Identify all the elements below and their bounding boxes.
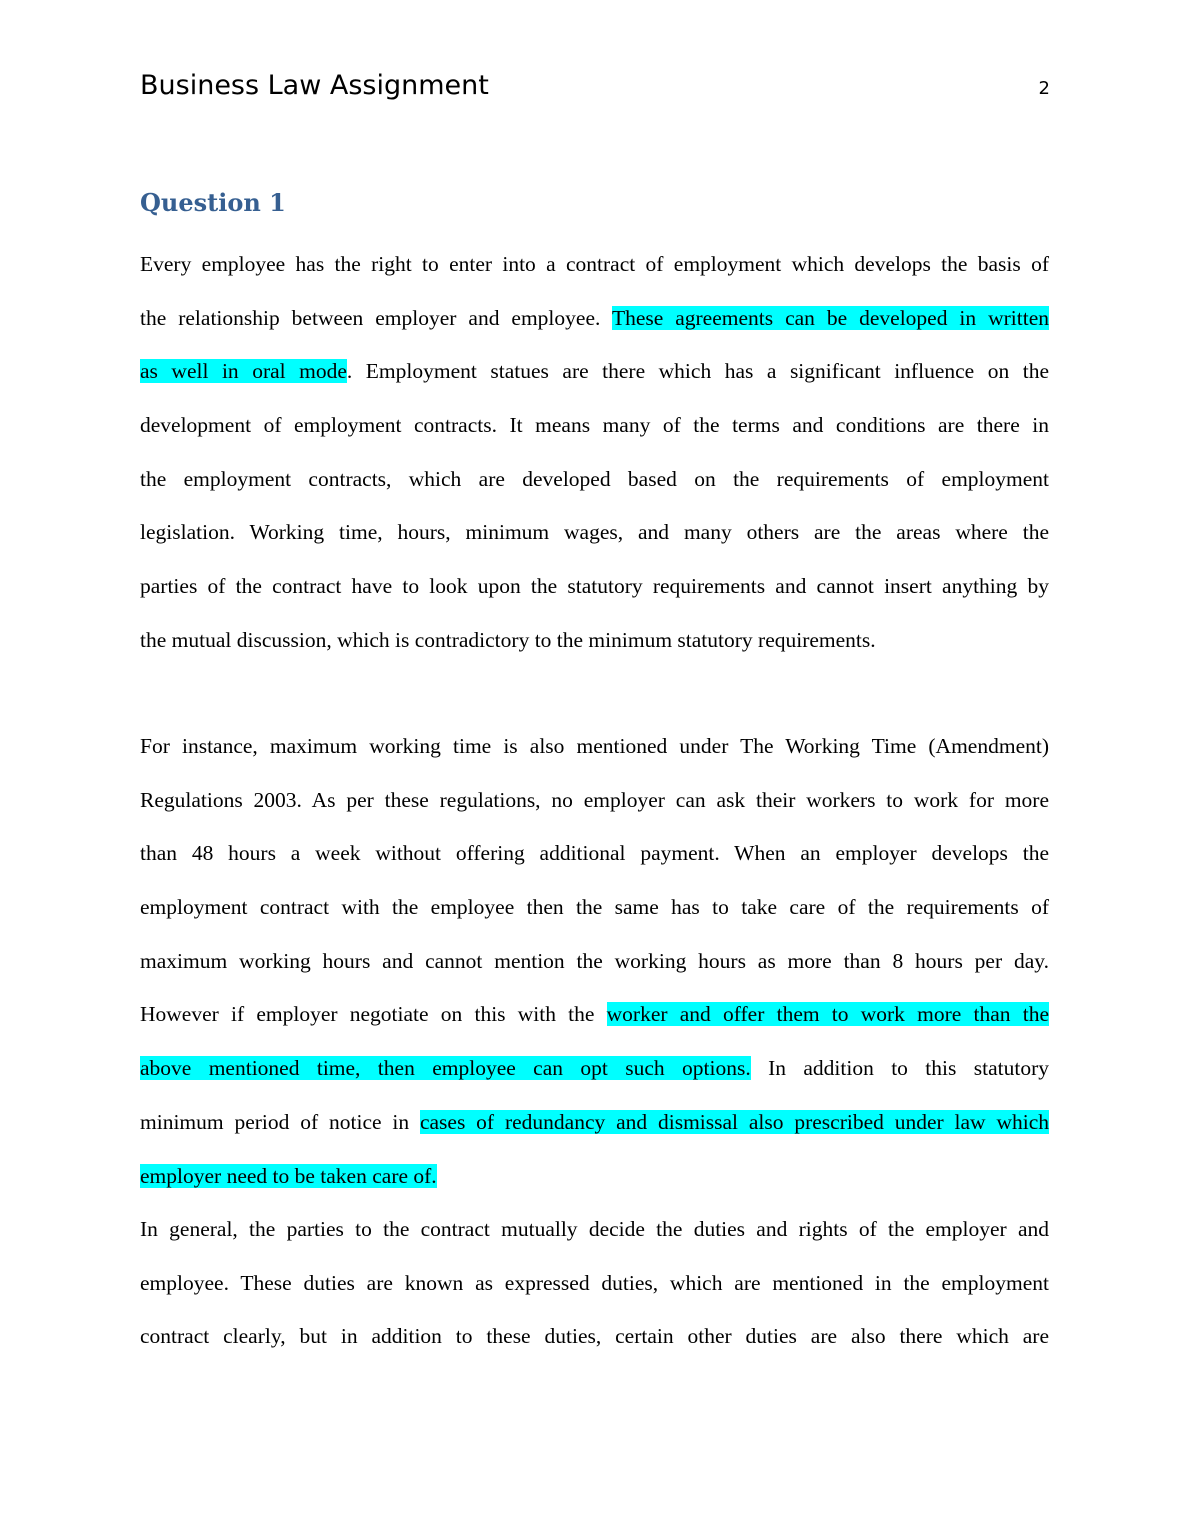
text-run: . Employment statues are there which has a significant influence on the [346, 359, 1049, 384]
paragraph-line [140, 774, 1049, 828]
paragraph-1 [140, 238, 1049, 668]
text-run: minimum period of notice in [140, 1109, 420, 1134]
text-run: parties of the contract have to look upon the statutory requirements and cannot insert anything by [140, 574, 1049, 599]
paragraph-line [140, 1203, 1049, 1257]
paragraph-line [140, 614, 1049, 668]
text-run: the relationship between employer and employee. [140, 305, 612, 330]
paragraph-line [140, 1096, 1049, 1150]
header-title: Business Law Assignment [140, 70, 489, 101]
paragraph-line [140, 935, 1049, 989]
highlighted-text: worker and offer them to work more than the [606, 1002, 1049, 1027]
paragraph-line [140, 399, 1049, 453]
text-run: For instance, maximum working time is also mentioned under The Working Time (Amendment) [140, 734, 1049, 758]
highlighted-text: above mentioned time, then employee can opt such options. [140, 1056, 751, 1081]
text-run: than 48 hours a week without offering additional payment. When an employer develops the [140, 841, 1049, 866]
text-run: Regulations 2003. As per these regulations, no employer can ask their workers to work for more [140, 787, 1049, 812]
text-run: contract clearly, but in addition to these duties, certain other duties are also there which are [140, 1324, 1049, 1349]
text-run: In general, the parties to the contract mutually decide the duties and rights of the employer and [140, 1217, 1049, 1241]
paragraph-line [140, 506, 1049, 560]
highlighted-text: These agreements can be developed in written [611, 305, 1049, 330]
text-run: employment contract with the employee then the same has to take care of the requirements of [140, 895, 1049, 920]
section-heading: Question 1 [140, 188, 286, 217]
paragraph-line [140, 238, 1049, 292]
paragraph-line [140, 1150, 1049, 1204]
text-run: the employment contracts, which are developed based on the requirements of employment [140, 466, 1049, 491]
text-run: Every employee has the right to enter into a contract of employment which develops the basis of [140, 252, 1049, 276]
paragraph-line [140, 453, 1049, 507]
text-run: However if employer negotiate on this with the [140, 1002, 607, 1027]
paragraph-line [140, 1042, 1049, 1096]
highlighted-text: as well in oral mode [140, 359, 347, 384]
text-run: In addition to this statutory [750, 1056, 1049, 1081]
highlighted-text: employer need to be taken care of. [140, 1163, 437, 1188]
paragraph-line [140, 827, 1049, 881]
paragraph-line [140, 720, 1049, 774]
text-run: employee. These duties are known as expressed duties, which are mentioned in the employment [140, 1270, 1049, 1295]
text-run: maximum working hours and cannot mention the working hours as more than 8 hours per day. [140, 948, 1049, 973]
paragraph-line [140, 292, 1049, 346]
paragraph-3 [140, 1203, 1049, 1364]
text-run: legislation. Working time, hours, minimum wages, and many others are the areas where the [140, 520, 1049, 545]
paragraph-line [140, 560, 1049, 614]
text-run: the mutual discussion, which is contradictory to the minimum statutory requirements. [140, 627, 876, 652]
text-run: development of employment contracts. It means many of the terms and conditions are there in [140, 413, 1049, 438]
paragraph-line [140, 1257, 1049, 1311]
highlighted-text: cases of redundancy and dismissal also prescribed under law which [419, 1109, 1049, 1134]
paragraph-line [140, 881, 1049, 935]
page-number: 2 [1038, 78, 1050, 99]
paragraph-line [140, 988, 1049, 1042]
paragraph-line [140, 345, 1049, 399]
paragraph-2 [140, 720, 1049, 1203]
paragraph-line [140, 1310, 1049, 1364]
